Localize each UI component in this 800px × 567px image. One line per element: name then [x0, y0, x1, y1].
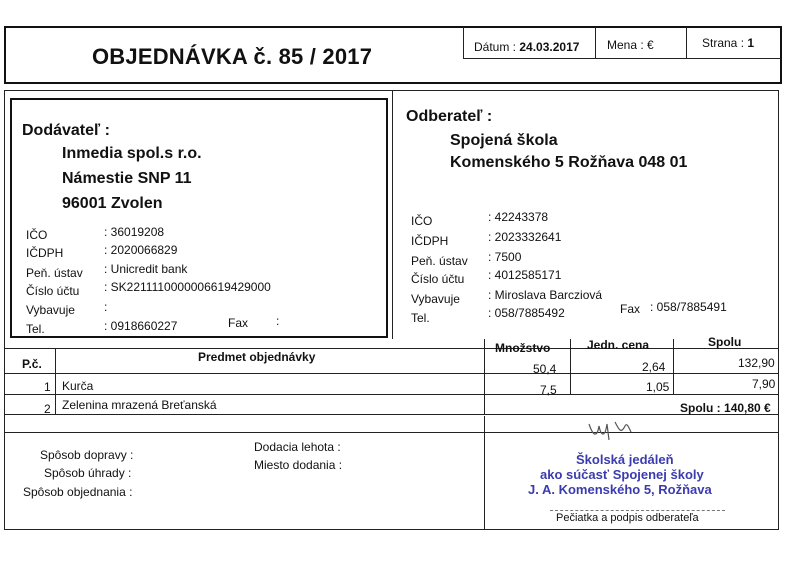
customer-field-label: IČDPH — [411, 234, 449, 248]
grand-total-value: 140,80 € — [724, 401, 771, 415]
row-total: 132,90 — [738, 356, 775, 370]
customer-field-label: Tel. — [411, 311, 430, 325]
transport-label: Spôsob dopravy : — [40, 448, 134, 462]
stamp-line: J. A. Komenského 5, Rožňava — [528, 482, 712, 497]
supplier-field-label: Číslo účtu — [26, 284, 80, 298]
row-qty: 50,4 — [533, 362, 557, 376]
customer-field-value: : 42243378 — [488, 210, 549, 224]
table-col-divider — [673, 339, 674, 395]
col-header-item: Predmet objednávky — [198, 350, 316, 364]
supplier-street: Námestie SNP 11 — [62, 170, 192, 187]
row-total: 7,90 — [752, 377, 776, 391]
document-title: OBJEDNÁVKA č. 85 / 2017 — [92, 44, 373, 69]
parties-divider — [392, 91, 393, 339]
signature-line — [550, 510, 725, 511]
table-top-line — [5, 348, 779, 349]
delivery-place-label: Miesto dodania : — [254, 458, 343, 472]
supplier-field-label: IČO — [26, 228, 48, 242]
supplier-name: Inmedia spol.s r.o. — [62, 145, 202, 162]
supplier-city: 96001 Zvolen — [62, 195, 163, 212]
customer-field-value: : 2023332641 — [488, 230, 562, 244]
row-qty: 7,5 — [540, 383, 557, 397]
currency-field — [607, 38, 654, 52]
table-bottom-line — [5, 432, 779, 433]
supplier-field-value: : 36019208 — [104, 225, 165, 239]
stamp-line: Školská jedáleň — [576, 452, 674, 467]
row-no: 2 — [44, 402, 51, 416]
customer-fax-value: : 058/7885491 — [650, 300, 727, 314]
header-divider — [463, 58, 781, 59]
table-row-line — [5, 394, 779, 395]
stamp-line: ako súčasť Spojenej školy — [540, 467, 704, 482]
supplier-field-value: : 0918660227 — [104, 319, 178, 333]
currency-value: € — [647, 38, 654, 52]
page-label: Strana : — [702, 36, 745, 50]
supplier-heading: Dodávateľ : — [22, 122, 110, 139]
col-header-total: Spolu — [708, 335, 742, 349]
page-value: 1 — [747, 36, 755, 50]
col-header-unit: Jedn. cena — [587, 338, 650, 352]
header-divider — [595, 27, 596, 58]
customer-field-value: : Miroslava Barcziová — [488, 288, 603, 302]
customer-field-label: Číslo účtu — [411, 272, 465, 286]
col-header-no: P.č. — [22, 357, 42, 371]
supplier-field-label: IČDPH — [26, 246, 64, 260]
supplier-fax-value: : — [276, 314, 280, 328]
supplier-field-label: Peň. ústav — [26, 266, 83, 280]
header-divider — [463, 27, 464, 58]
col-header-qty: Množstvo — [495, 341, 551, 355]
page-field — [702, 36, 754, 50]
date-field — [474, 40, 579, 54]
supplier-field-label: Vybavuje — [26, 303, 75, 317]
supplier-field-value: : SK2211110000006619429000 — [104, 280, 271, 294]
grand-total-label: Spolu : — [680, 401, 721, 415]
date-label: Dátum : — [474, 40, 517, 54]
payment-label: Spôsob úhrady : — [44, 466, 132, 480]
customer-fax-label: Fax — [620, 302, 641, 316]
customer-field-label: Peň. ústav — [411, 254, 468, 268]
footer-divider — [484, 416, 485, 529]
supplier-field-value: : 2020066829 — [104, 243, 178, 257]
customer-field-value: : 4012585171 — [488, 268, 562, 282]
table-col-divider — [55, 349, 56, 415]
header-divider — [686, 27, 687, 58]
date-value: 24.03.2017 — [519, 40, 580, 54]
delivery-time-label: Dodacia lehota : — [254, 440, 341, 454]
row-no: 1 — [44, 380, 51, 394]
customer-name: Spojená škola — [450, 132, 558, 149]
supplier-field-value: : Unicredit bank — [104, 262, 188, 276]
order-method-label: Spôsob objednania : — [23, 485, 133, 499]
supplier-field-label: Tel. — [26, 322, 45, 336]
signature-caption: Pečiatka a podpis odberateľa — [556, 512, 699, 524]
customer-field-value: : 7500 — [488, 250, 522, 264]
table-col-divider — [484, 339, 485, 415]
customer-field-label: Vybavuje — [411, 292, 460, 306]
table-row-line — [5, 414, 779, 415]
row-item: Kurča — [62, 379, 94, 393]
customer-field-label: IČO — [411, 214, 433, 228]
row-unit: 2,64 — [642, 360, 666, 374]
currency-label: Mena : — [607, 38, 644, 52]
supplier-field-value: : — [104, 300, 108, 314]
supplier-fax-label: Fax — [228, 316, 249, 330]
table-col-divider — [570, 339, 571, 395]
row-item: Zelenina mrazená Breťanská — [62, 398, 217, 412]
customer-field-value: : 058/7885492 — [488, 306, 565, 320]
customer-heading: Odberateľ : — [406, 108, 493, 125]
row-unit: 1,05 — [646, 380, 670, 394]
grand-total — [680, 401, 771, 415]
customer-address: Komenského 5 Rožňava 048 01 — [450, 154, 688, 171]
signature-scribble — [585, 410, 635, 446]
